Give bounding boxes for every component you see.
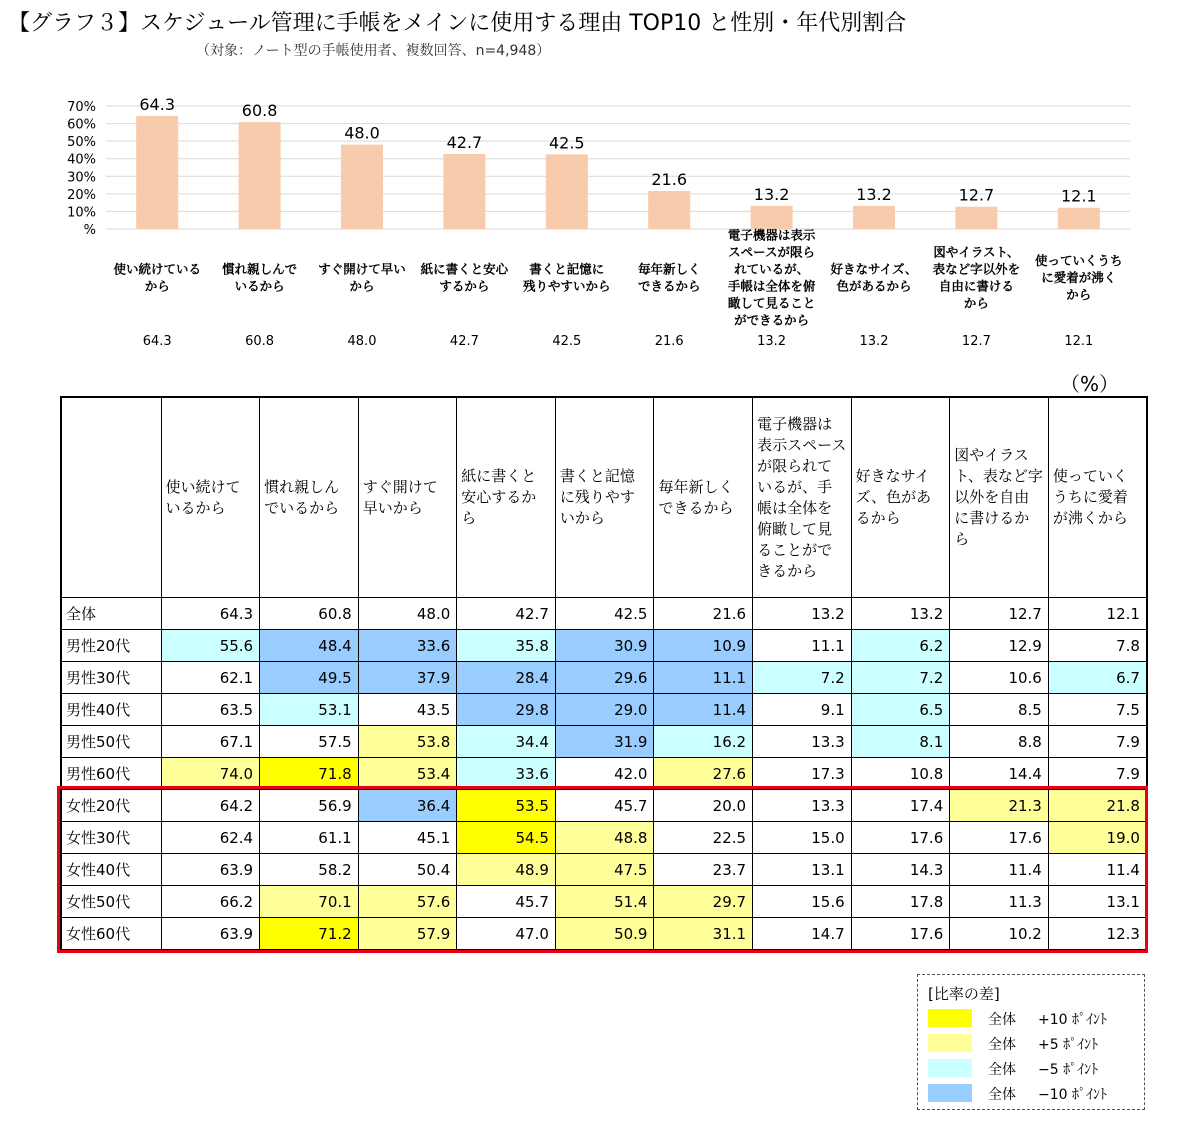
bottom-value-label: 42.7 bbox=[449, 334, 479, 349]
table-cell: 7.8 bbox=[1048, 630, 1147, 662]
legend-label: 全体 bbox=[988, 1037, 1016, 1053]
column-header: 毎年新しくできるから bbox=[654, 397, 753, 598]
bar bbox=[136, 116, 178, 229]
table-cell: 53.1 bbox=[260, 694, 359, 726]
table-cell: 10.9 bbox=[654, 630, 753, 662]
column-header: 使っていくうちに愛着が沸くから bbox=[1048, 397, 1147, 598]
table-cell: 67.1 bbox=[161, 726, 260, 758]
table-cell: 6.2 bbox=[851, 630, 950, 662]
table-cell: 48.8 bbox=[555, 822, 654, 854]
table-cell: 13.1 bbox=[753, 854, 852, 886]
unit-label: （%） bbox=[1060, 372, 1120, 396]
table-cell: 43.5 bbox=[358, 694, 457, 726]
table-cell: 14.3 bbox=[851, 854, 950, 886]
bar bbox=[751, 206, 793, 229]
table-cell: 23.7 bbox=[654, 854, 753, 886]
table-cell: 11.1 bbox=[654, 662, 753, 694]
row-label: 男性20代 bbox=[61, 630, 161, 662]
table-cell: 63.9 bbox=[161, 918, 260, 951]
x-category-label: できるから bbox=[637, 278, 701, 294]
legend-label: 全体 bbox=[988, 1087, 1016, 1103]
bottom-value-label: 21.6 bbox=[654, 334, 684, 349]
y-tick-label: % bbox=[83, 223, 96, 238]
table-cell: 35.8 bbox=[457, 630, 556, 662]
table-cell: 56.9 bbox=[260, 790, 359, 822]
table-cell: 17.3 bbox=[753, 758, 852, 790]
table-cell: 10.8 bbox=[851, 758, 950, 790]
table-cell: 49.5 bbox=[260, 662, 359, 694]
bottom-value-label: 48.0 bbox=[347, 334, 377, 349]
table-cell: 12.7 bbox=[950, 598, 1049, 630]
x-category-label: から bbox=[963, 295, 989, 311]
table-cell: 71.2 bbox=[260, 918, 359, 951]
bar bbox=[648, 191, 690, 229]
table-cell: 54.5 bbox=[457, 822, 556, 854]
column-header: 紙に書くと安心するから bbox=[457, 397, 556, 598]
table-cell: 33.6 bbox=[457, 758, 556, 790]
x-category-label: すぐ開けて早い bbox=[318, 261, 406, 277]
table-cell: 7.5 bbox=[1048, 694, 1147, 726]
table-row bbox=[61, 790, 1147, 822]
table-cell: 7.9 bbox=[1048, 758, 1147, 790]
table-cell: 21.6 bbox=[654, 598, 753, 630]
column-header: 書くと記憶に残りやすいから bbox=[555, 397, 654, 598]
table-cell: 45.7 bbox=[457, 886, 556, 918]
table-cell: 7.2 bbox=[753, 662, 852, 694]
x-category-label: れているが、 bbox=[734, 261, 810, 277]
table-cell: 50.9 bbox=[555, 918, 654, 951]
table-row bbox=[61, 598, 1147, 630]
bar-data-label: 12.7 bbox=[958, 185, 995, 205]
x-category-label: 書くと記憶に bbox=[529, 261, 605, 277]
column-header: 慣れ親しんでいるから bbox=[260, 397, 359, 598]
bar-data-label: 60.8 bbox=[241, 101, 278, 121]
x-category-label: 紙に書くと安心 bbox=[420, 261, 509, 277]
bar bbox=[1058, 208, 1100, 229]
table-cell: 50.4 bbox=[358, 854, 457, 886]
table-row bbox=[61, 662, 1147, 694]
page-title: 【グラフ３】スケジュール管理に手帳をメインに使用する理由 TOP10 と性別・年代別割合 bbox=[8, 11, 907, 36]
column-header: 使い続けているから bbox=[161, 397, 260, 598]
table-cell: 64.2 bbox=[161, 790, 260, 822]
bar bbox=[955, 207, 997, 229]
table-cell: 63.5 bbox=[161, 694, 260, 726]
x-category-label: ができるから bbox=[734, 312, 810, 328]
table-cell: 14.7 bbox=[753, 918, 852, 951]
table-cell: 11.1 bbox=[753, 630, 852, 662]
table-cell: 37.9 bbox=[358, 662, 457, 694]
table-cell: 36.4 bbox=[358, 790, 457, 822]
table-cell: 57.5 bbox=[260, 726, 359, 758]
table-cell: 31.1 bbox=[654, 918, 753, 951]
column-header: 好きなサイズ、色があるから bbox=[851, 397, 950, 598]
table-cell: 17.8 bbox=[851, 886, 950, 918]
x-category-label: から bbox=[1066, 287, 1092, 302]
row-label: 男性50代 bbox=[61, 726, 161, 758]
row-label: 女性40代 bbox=[61, 854, 161, 886]
bar-data-label: 12.1 bbox=[1060, 186, 1097, 206]
table-cell: 53.4 bbox=[358, 758, 457, 790]
table-cell: 70.1 bbox=[260, 886, 359, 918]
legend-swatch bbox=[928, 1034, 972, 1052]
legend-points: +5 ﾎﾟｲﾝﾄ bbox=[1038, 1037, 1099, 1053]
row-label: 女性50代 bbox=[61, 886, 161, 918]
table-cell: 53.8 bbox=[358, 726, 457, 758]
table-cell: 8.5 bbox=[950, 694, 1049, 726]
legend-swatch bbox=[928, 1084, 972, 1102]
x-category-label: から bbox=[144, 278, 170, 294]
y-tick-label: 20% bbox=[67, 187, 96, 203]
breakdown-table bbox=[60, 396, 1148, 951]
x-category-label: スペースが限ら bbox=[728, 244, 816, 260]
table-row bbox=[61, 694, 1147, 726]
x-category-label: 電子機器は表示 bbox=[727, 227, 816, 243]
x-category-label: するから bbox=[439, 278, 490, 294]
x-category-label: 自由に書ける bbox=[938, 278, 1014, 294]
table-row bbox=[61, 918, 1147, 951]
table-cell: 48.0 bbox=[358, 598, 457, 630]
table-cell: 17.6 bbox=[950, 822, 1049, 854]
x-category-label: に愛着が沸く bbox=[1041, 270, 1117, 285]
bar bbox=[546, 154, 588, 229]
bar-data-label: 13.2 bbox=[753, 184, 790, 204]
x-category-label: 慣れ親しんで bbox=[222, 261, 298, 277]
table-cell: 15.0 bbox=[753, 822, 852, 854]
table-cell: 64.3 bbox=[161, 598, 260, 630]
bottom-value-label: 64.3 bbox=[142, 334, 172, 349]
bar-data-label: 21.6 bbox=[651, 170, 688, 190]
table-cell: 27.6 bbox=[654, 758, 753, 790]
table-cell: 12.3 bbox=[1048, 918, 1147, 951]
table-cell: 28.4 bbox=[457, 662, 556, 694]
table-row bbox=[61, 854, 1147, 886]
table-cell: 57.6 bbox=[358, 886, 457, 918]
table-cell: 30.9 bbox=[555, 630, 654, 662]
y-tick-label: 70% bbox=[67, 100, 96, 115]
bar-data-label: 64.3 bbox=[139, 95, 176, 115]
bar-data-label: 13.2 bbox=[856, 184, 892, 204]
x-category-label: 使い続けている bbox=[113, 261, 201, 277]
table-cell: 8.8 bbox=[950, 726, 1049, 758]
table-cell: 29.7 bbox=[654, 886, 753, 918]
y-tick-label: 30% bbox=[67, 170, 96, 186]
legend-title: [比率の差] bbox=[928, 985, 1000, 1003]
y-tick-label: 40% bbox=[67, 152, 96, 168]
table-cell: 42.7 bbox=[457, 598, 556, 630]
page-subtitle: （対象：ノート型の手帳使用者、複数回答、n=4,948） bbox=[196, 43, 551, 59]
table-cell: 55.6 bbox=[161, 630, 260, 662]
table-cell: 13.3 bbox=[753, 790, 852, 822]
table-cell: 13.2 bbox=[753, 598, 852, 630]
table-cell: 17.6 bbox=[851, 822, 950, 854]
table-cell: 48.4 bbox=[260, 630, 359, 662]
table-cell: 7.2 bbox=[851, 662, 950, 694]
table-cell: 34.4 bbox=[457, 726, 556, 758]
table-cell: 9.1 bbox=[753, 694, 852, 726]
table-cell: 58.2 bbox=[260, 854, 359, 886]
table-cell: 7.9 bbox=[1048, 726, 1147, 758]
table-row bbox=[61, 758, 1147, 790]
row-label: 男性60代 bbox=[61, 758, 161, 790]
table-cell: 21.8 bbox=[1048, 790, 1147, 822]
table-cell: 62.4 bbox=[161, 822, 260, 854]
row-label: 全体 bbox=[61, 598, 161, 630]
table-cell: 13.2 bbox=[851, 598, 950, 630]
table-cell: 48.9 bbox=[457, 854, 556, 886]
table-cell: 6.5 bbox=[851, 694, 950, 726]
legend-points: −10 ﾎﾟｲﾝﾄ bbox=[1038, 1087, 1107, 1103]
legend-points: −5 ﾎﾟｲﾝﾄ bbox=[1038, 1062, 1099, 1078]
table-cell: 17.4 bbox=[851, 790, 950, 822]
table-cell: 74.0 bbox=[161, 758, 260, 790]
table-cell: 29.6 bbox=[555, 662, 654, 694]
table-cell: 47.0 bbox=[457, 918, 556, 951]
table-cell: 13.1 bbox=[1048, 886, 1147, 918]
x-category-label: 図やイラスト、 bbox=[933, 244, 1020, 260]
row-label: 男性40代 bbox=[61, 694, 161, 726]
x-category-label: 毎年新しく bbox=[637, 261, 701, 277]
table-cell: 21.3 bbox=[950, 790, 1049, 822]
table-cell: 62.1 bbox=[161, 662, 260, 694]
row-label: 女性60代 bbox=[61, 918, 161, 951]
table-cell: 17.6 bbox=[851, 918, 950, 951]
bar-data-label: 42.5 bbox=[548, 133, 585, 153]
table-cell: 42.0 bbox=[555, 758, 654, 790]
row-label: 男性30代 bbox=[61, 662, 161, 694]
table-cell: 45.7 bbox=[555, 790, 654, 822]
bottom-value-label: 42.5 bbox=[552, 334, 582, 349]
table-cell: 8.1 bbox=[851, 726, 950, 758]
table-cell: 16.2 bbox=[654, 726, 753, 758]
bar-data-label: 42.7 bbox=[446, 132, 483, 152]
x-category-label: から bbox=[349, 278, 375, 294]
legend bbox=[917, 974, 1145, 1110]
table-row bbox=[61, 630, 1147, 662]
table-cell: 10.2 bbox=[950, 918, 1049, 951]
x-category-label: いるから bbox=[234, 278, 285, 294]
bottom-value-label: 12.7 bbox=[961, 334, 991, 349]
bottom-value-label: 13.2 bbox=[859, 334, 889, 349]
table-cell: 12.1 bbox=[1048, 598, 1147, 630]
column-header: すぐ開けて早いから bbox=[358, 397, 457, 598]
table-cell: 29.8 bbox=[457, 694, 556, 726]
table-cell: 13.3 bbox=[753, 726, 852, 758]
table-cell: 31.9 bbox=[555, 726, 654, 758]
legend-points: +10 ﾎﾟｲﾝﾄ bbox=[1038, 1012, 1107, 1028]
table-cell: 11.3 bbox=[950, 886, 1049, 918]
y-tick-label: 50% bbox=[67, 135, 96, 151]
table-cell: 11.4 bbox=[950, 854, 1049, 886]
bar-chart bbox=[0, 0, 1197, 360]
bar bbox=[239, 122, 281, 229]
table-cell: 10.6 bbox=[950, 662, 1049, 694]
row-label: 女性20代 bbox=[61, 790, 161, 822]
table-row bbox=[61, 886, 1147, 918]
x-category-label: 好きなサイズ、 bbox=[830, 261, 918, 277]
legend-swatch bbox=[928, 1009, 972, 1027]
column-header: 図やイラスト、表など字以外を自由に書けるから bbox=[950, 397, 1049, 598]
table-cell: 12.9 bbox=[950, 630, 1049, 662]
legend-label: 全体 bbox=[988, 1012, 1016, 1028]
x-category-label: 表など字以外を bbox=[932, 261, 1021, 277]
table-cell: 63.9 bbox=[161, 854, 260, 886]
table-cell: 6.7 bbox=[1048, 662, 1147, 694]
column-header: 電子機器は表示スペースが限られているが、手帳は全体を俯瞰して見ることができるから bbox=[753, 397, 852, 598]
bottom-value-label: 60.8 bbox=[245, 334, 275, 349]
y-tick-label: 10% bbox=[67, 205, 96, 221]
table-cell: 71.8 bbox=[260, 758, 359, 790]
table-cell: 22.5 bbox=[654, 822, 753, 854]
bottom-value-label: 12.1 bbox=[1064, 334, 1094, 349]
table-cell: 15.6 bbox=[753, 886, 852, 918]
table-corner-cell bbox=[61, 397, 161, 598]
table-cell: 19.0 bbox=[1048, 822, 1147, 854]
bar bbox=[443, 154, 485, 229]
bottom-value-label: 13.2 bbox=[757, 334, 787, 349]
legend-label: 全体 bbox=[988, 1062, 1016, 1078]
table-cell: 42.5 bbox=[555, 598, 654, 630]
table-cell: 60.8 bbox=[260, 598, 359, 630]
table-cell: 66.2 bbox=[161, 886, 260, 918]
row-label: 女性30代 bbox=[61, 822, 161, 854]
table-row bbox=[61, 726, 1147, 758]
table-cell: 20.0 bbox=[654, 790, 753, 822]
table-header-row bbox=[61, 397, 1147, 598]
bar-data-label: 48.0 bbox=[344, 123, 380, 143]
x-category-label: 手帳は全体を俯 bbox=[727, 278, 816, 294]
table-cell: 33.6 bbox=[358, 630, 457, 662]
table-cell: 11.4 bbox=[1048, 854, 1147, 886]
table-cell: 45.1 bbox=[358, 822, 457, 854]
bar bbox=[341, 145, 383, 229]
bar bbox=[853, 206, 895, 229]
table-cell: 51.4 bbox=[555, 886, 654, 918]
table-cell: 47.5 bbox=[555, 854, 654, 886]
table-cell: 61.1 bbox=[260, 822, 359, 854]
x-category-label: 使っていくうち bbox=[1035, 253, 1123, 268]
table-cell: 53.5 bbox=[457, 790, 556, 822]
x-category-label: 瞰して見ること bbox=[727, 295, 816, 311]
table-cell: 14.4 bbox=[950, 758, 1049, 790]
x-category-label: 残りやすいから bbox=[523, 278, 611, 294]
table-cell: 57.9 bbox=[358, 918, 457, 951]
legend-swatch bbox=[928, 1059, 972, 1077]
table-row bbox=[61, 822, 1147, 854]
x-category-label: 色があるから bbox=[836, 278, 912, 294]
y-tick-label: 60% bbox=[67, 117, 96, 133]
table-cell: 11.4 bbox=[654, 694, 753, 726]
table-cell: 29.0 bbox=[555, 694, 654, 726]
